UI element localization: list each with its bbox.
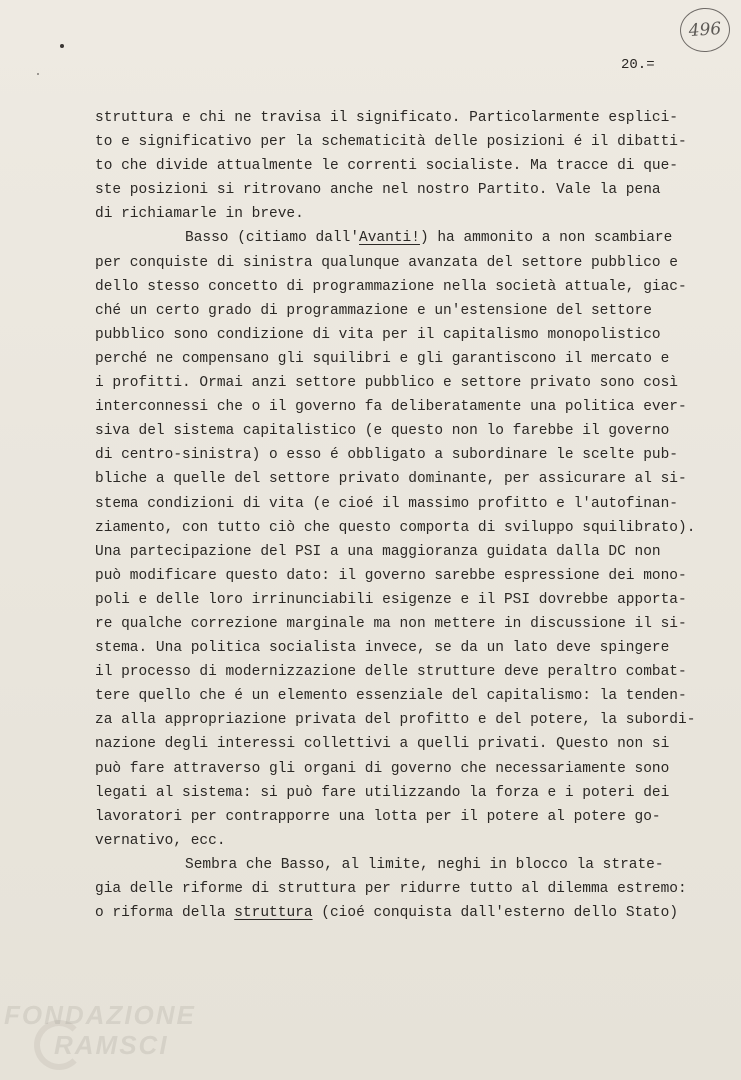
text-segment: vernativo, ecc. [95,832,226,849]
text-segment: di richiamarle in breve. [95,206,304,223]
text-line [95,805,715,829]
text-line [95,226,715,250]
text-line [95,588,715,612]
text-segment: o riforma della [95,905,235,922]
text-line [95,467,715,491]
text-segment: Sembra che Basso, al limite, neghi in blocco la strate- [185,856,664,873]
text-line [95,323,715,347]
text-line [95,395,715,419]
text-segment: Basso (citiamo dall' [185,230,360,247]
text-segment: gia delle riforme di struttura per ridurre tutto al dilemma estremo: [95,881,687,897]
text-line [95,178,715,202]
paragraph [95,853,715,925]
text-line [95,757,715,781]
text-line [95,130,715,154]
text-line [95,540,715,564]
text-line [95,347,715,371]
text-segment: (cioé conquista dall'esterno dello Stato) [312,905,679,922]
text-line [95,781,715,805]
text-line [95,371,715,395]
text-segment: siva del sistema capitalistico (e questo non lo farebbe il governo [95,423,670,440]
text-segment: il processo di modernizzazione delle strutture deve peraltro combat- [95,664,687,681]
text-line [95,516,715,540]
text-segment: perché ne compensano gli squilibri e gli garantiscono il mercato e [95,350,670,367]
text-segment: pubblico sono condizione di vita per il capitalismo monopolistico [95,326,661,343]
watermark-line-2: RAMSCI [54,1030,169,1060]
text-segment: tere quello che é un elemento essenziale del capitalismo: la tenden- [95,688,687,705]
text-line [95,660,715,684]
text-line [95,708,715,732]
text-segment: legati al sistema: si può fare utilizzando la forza e i poteri dei [95,784,670,801]
archive-page-stamp [679,6,732,53]
text-line [95,684,715,708]
paragraph [95,106,715,226]
page-number: 20.= [621,57,655,73]
text-segment: ziamento, con tutto ciò che questo comporta di sviluppo squilibrato). [95,519,696,536]
text-line [95,275,715,299]
text-segment: struttura e chi ne travisa il significato. Particolarmente esplici- [95,110,678,126]
archive-stamp-number: 496 [688,18,722,42]
text-line [95,251,715,275]
text-segment: può modificare questo dato: il governo sarebbe espressione dei mono- [95,567,687,584]
text-segment: per conquiste di sinistra qualunque avanzata del settore pubblico e [95,254,678,271]
underlined-text: struttura [234,905,313,922]
text-line [95,202,715,226]
text-segment: di centro-sinistra) o esso é obbligato a subordinare le scelte pub- [95,447,678,464]
underlined-text: Avanti! [359,230,420,247]
text-line [95,443,715,467]
text-segment: può fare attraverso gli organi di governo che necessariamente sono [95,760,670,777]
text-segment: lavoratori per contrapporre una lotta per il potere al potere go- [95,808,661,825]
paper-speck [60,44,64,48]
text-line [95,612,715,636]
text-segment: nazione degli interessi collettivi a quelli privati. Questo non si [95,736,670,753]
text-segment: re qualche correzione marginale ma non mettere in discussione il si- [95,615,687,632]
paragraph [95,226,715,852]
text-line [95,564,715,588]
text-segment: za alla appropriazione privata del profitto e del potere, la subordi- [95,712,696,729]
text-line [95,829,715,853]
text-segment: interconnessi che o il governo fa deliberatamente una politica ever- [95,399,687,416]
text-segment: ste posizioni si ritrovano anche nel nostro Partito. Vale la pena [95,182,661,199]
text-segment: Una partecipazione del PSI a una maggioranza guidata dalla DC non [95,543,661,560]
text-segment: ché un certo grado di programmazione e un'estensione del settore [95,302,652,319]
text-line [95,492,715,516]
text-segment: to che divide attualmente le correnti socialiste. Ma tracce di que- [95,158,678,175]
text-line [95,419,715,443]
text-segment: stema. Una politica socialista invece, se da un lato deve spingere [95,640,670,657]
watermark-line-1: FONDAZIONE [4,1000,196,1030]
text-line [95,636,715,660]
text-line [95,853,715,877]
text-line [95,299,715,323]
archive-watermark [4,990,204,1070]
text-line [95,877,715,901]
text-segment: poli e delle loro irrinunciabili esigenze e il PSI dovrebbe apporta- [95,591,687,608]
text-line [95,154,715,178]
text-segment: stema condizioni di vita (e cioé il massimo profitto e l'autofinan- [95,495,678,512]
text-line [95,901,715,925]
text-segment: to e significativo per la schematicità delle posizioni é il dibatti- [95,134,687,151]
text-line [95,106,715,130]
text-segment: dello stesso concetto di programmazione nella società attuale, giac- [95,278,687,295]
text-segment: ) ha ammonito a non scambiare [419,230,673,247]
body-text [95,106,715,925]
text-segment: bliche a quelle del settore privato dominante, per assicurare al si- [95,471,687,488]
paper-speck [37,73,39,75]
text-segment: i profitti. Ormai anzi settore pubblico e settore privato sono così [95,375,678,392]
text-line [95,732,715,756]
